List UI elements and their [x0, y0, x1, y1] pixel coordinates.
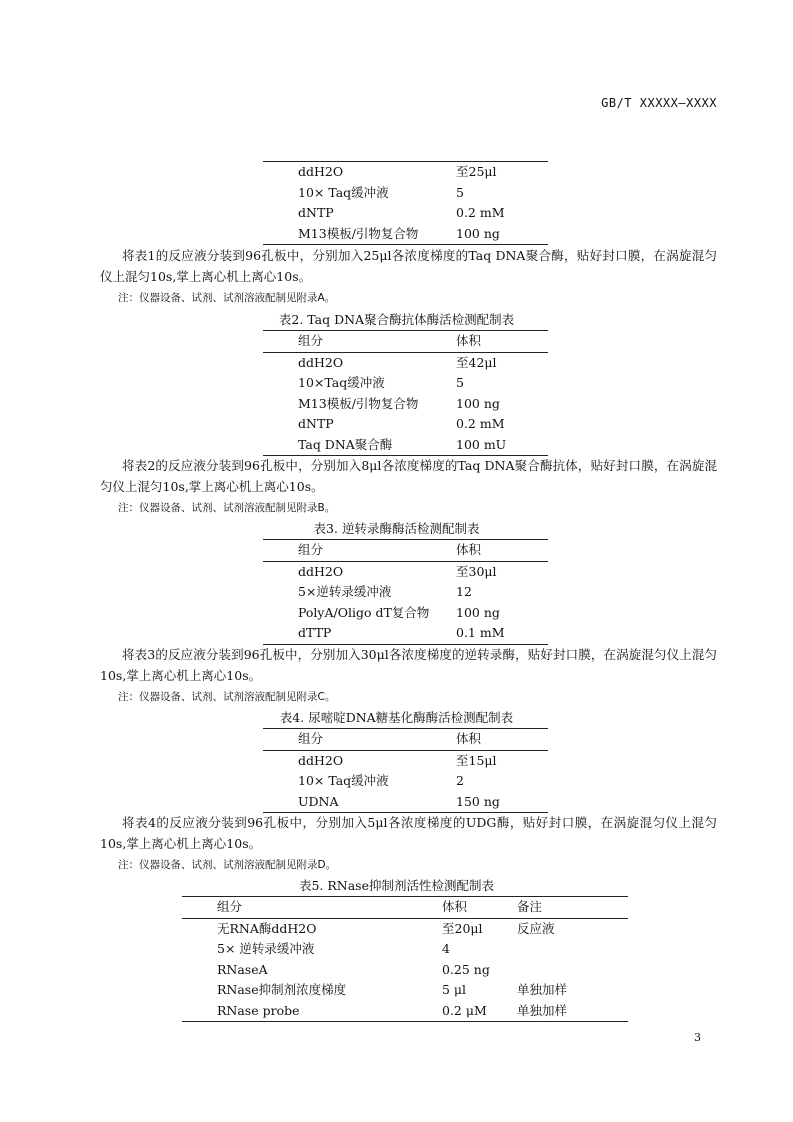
table-row	[263, 203, 548, 224]
column-header: 备注	[517, 897, 628, 919]
table-cell: 单独加样	[517, 1001, 628, 1022]
table-header-row	[263, 540, 548, 562]
table-cell: 0.25 ng	[442, 961, 490, 977]
table-4	[263, 728, 548, 813]
table-row	[182, 1001, 628, 1022]
table-cell: 5× 逆转录缓冲液	[217, 941, 315, 956]
table-3-caption: 表3. 逆转录酶酶活检测配制表	[313, 521, 480, 536]
table-5	[182, 896, 628, 1022]
table-row	[263, 183, 548, 204]
note-2: 注：仪器设备、试剂、试剂溶液配制见附录B。	[118, 502, 336, 514]
column-header: 体积	[456, 540, 548, 562]
table-cell: 至20μl	[442, 920, 483, 936]
column-header: 组分	[263, 729, 456, 751]
table-cell: RNase probe	[182, 1001, 405, 1022]
table-cell: PolyA/Oligo dT复合物	[298, 604, 430, 620]
table-header-row	[263, 729, 548, 751]
table-cell: 12	[456, 584, 472, 599]
table-cell: 0.1 mM	[456, 623, 548, 644]
table-cell: ddH2O	[263, 162, 456, 183]
table-row	[263, 771, 548, 792]
table-cell: 5 μl	[442, 982, 467, 997]
table-cell	[517, 960, 628, 981]
table-row	[263, 561, 548, 582]
page-number: 3	[694, 1031, 701, 1044]
table-cell: 100 ng	[456, 604, 500, 620]
table-row	[263, 582, 548, 603]
note-4: 注：仪器设备、试剂、试剂溶液配制见附录D。	[118, 859, 337, 871]
table-cell: 无RNA酶ddH2O	[217, 920, 317, 936]
table-cell: 150 ng	[456, 792, 548, 813]
table-header-row	[263, 331, 548, 353]
table-cell: 100 ng	[456, 395, 500, 411]
table-row	[263, 373, 548, 394]
table-cell: 单独加样	[517, 982, 568, 997]
column-header: 体积	[456, 331, 548, 353]
table-cell: 2	[456, 773, 464, 788]
column-header: 组分	[182, 897, 405, 919]
table-cell: dNTP	[298, 205, 334, 220]
table-row	[263, 435, 548, 456]
column-header: 体积	[405, 897, 517, 919]
table-cell: M13模板/引物复合物	[298, 395, 419, 411]
table-cell: 至15μl	[456, 752, 497, 768]
table-cell: 10× Taq缓冲液	[298, 773, 389, 788]
paragraph-2: 将表2的反应液分装到96孔板中，分别加入8μl各浓度梯度的Taq DNA聚合酶抗体，贴好封口膜，在涡旋混匀仪上混匀10s,掌上离心机上离心10s。	[100, 458, 717, 494]
table-row	[263, 352, 548, 373]
table-row	[263, 792, 548, 813]
table-2-caption: 表2. Taq DNA聚合酶抗体酶活检测配制表	[278, 312, 515, 327]
column-header: 体积	[456, 729, 548, 751]
table-cell: dNTP	[298, 416, 334, 431]
table-cell: 10× Taq缓冲液	[298, 184, 389, 200]
table-cell	[517, 939, 628, 960]
table-cell: 0.2 μM	[405, 1001, 517, 1022]
table-cell: RNaseA	[217, 961, 268, 977]
table-5-caption: 表5. RNase抑制剂活性检测配制表	[298, 878, 494, 893]
note-3: 注：仪器设备、试剂、试剂溶液配制见附录C。	[118, 691, 336, 703]
table-cell: 4	[442, 941, 450, 956]
document-code: GB/T XXXXX—XXXX	[601, 96, 717, 110]
table-cell: 0.2 mM	[456, 416, 505, 431]
paragraph-4: 将表4的反应液分装到96孔板中，分别加入5μl各浓度梯度的UDG酶，贴好封口膜，在涡旋混匀仪上混匀10s,掌上离心机上离心10s。	[100, 815, 717, 851]
table-cell: 100 mU	[456, 435, 548, 456]
table-cell: Taq DNA聚合酶	[263, 435, 456, 456]
column-header: 组分	[263, 540, 456, 562]
table-cell: dTTP	[263, 623, 456, 644]
table-cell: RNase抑制剂浓度梯度	[217, 982, 347, 997]
table-cell: 5×逆转录缓冲液	[298, 584, 392, 599]
table-row	[263, 162, 548, 183]
table-row	[263, 603, 548, 624]
table-row	[182, 960, 628, 981]
paragraph-3: 将表3的反应液分装到96孔板中，分别加入30μl各浓度梯度的逆转录酶，贴好封口膜，在涡旋混匀仪上混匀10s,掌上离心机上离心10s。	[100, 647, 717, 683]
note-1: 注：仪器设备、试剂、试剂溶液配制见附录A。	[118, 292, 336, 304]
table-row	[263, 394, 548, 415]
table-cell: 100 ng	[456, 224, 548, 245]
table-row	[182, 980, 628, 1001]
table-cell: 5	[456, 375, 464, 390]
table-cell: ddH2O	[298, 563, 344, 579]
table-2	[263, 330, 548, 456]
table-row	[263, 750, 548, 771]
paragraph-1: 将表1的反应液分装到96孔板中，分别加入25μl各浓度梯度的Taq DNA聚合酶，贴好封口膜，在涡旋混匀仪上混匀10s,掌上离心机上离心10s。	[100, 248, 717, 284]
table-cell: ddH2O	[298, 354, 344, 370]
table-header-row	[182, 897, 628, 919]
table-row	[182, 918, 628, 939]
table-1-continuation	[263, 161, 548, 245]
table-cell: 至25μl	[456, 162, 548, 183]
table-cell: ddH2O	[298, 752, 344, 768]
table-3	[263, 539, 548, 645]
table-cell: 反应液	[517, 920, 555, 936]
table-cell: UDNA	[263, 792, 456, 813]
table-row	[182, 939, 628, 960]
table-row	[263, 623, 548, 644]
table-cell: 0.2 mM	[456, 205, 505, 220]
table-cell: 10×Taq缓冲液	[298, 375, 385, 390]
table-row	[263, 414, 548, 435]
table-cell: 至30μl	[456, 563, 497, 579]
table-cell: 至42μl	[456, 354, 497, 370]
table-cell: 5	[456, 184, 464, 200]
table-4-caption: 表4. 尿嘧啶DNA糖基化酶酶活检测配制表	[279, 710, 514, 725]
table-cell: M13模板/引物复合物	[263, 224, 456, 245]
table-row	[263, 224, 548, 245]
column-header: 组分	[263, 331, 456, 353]
